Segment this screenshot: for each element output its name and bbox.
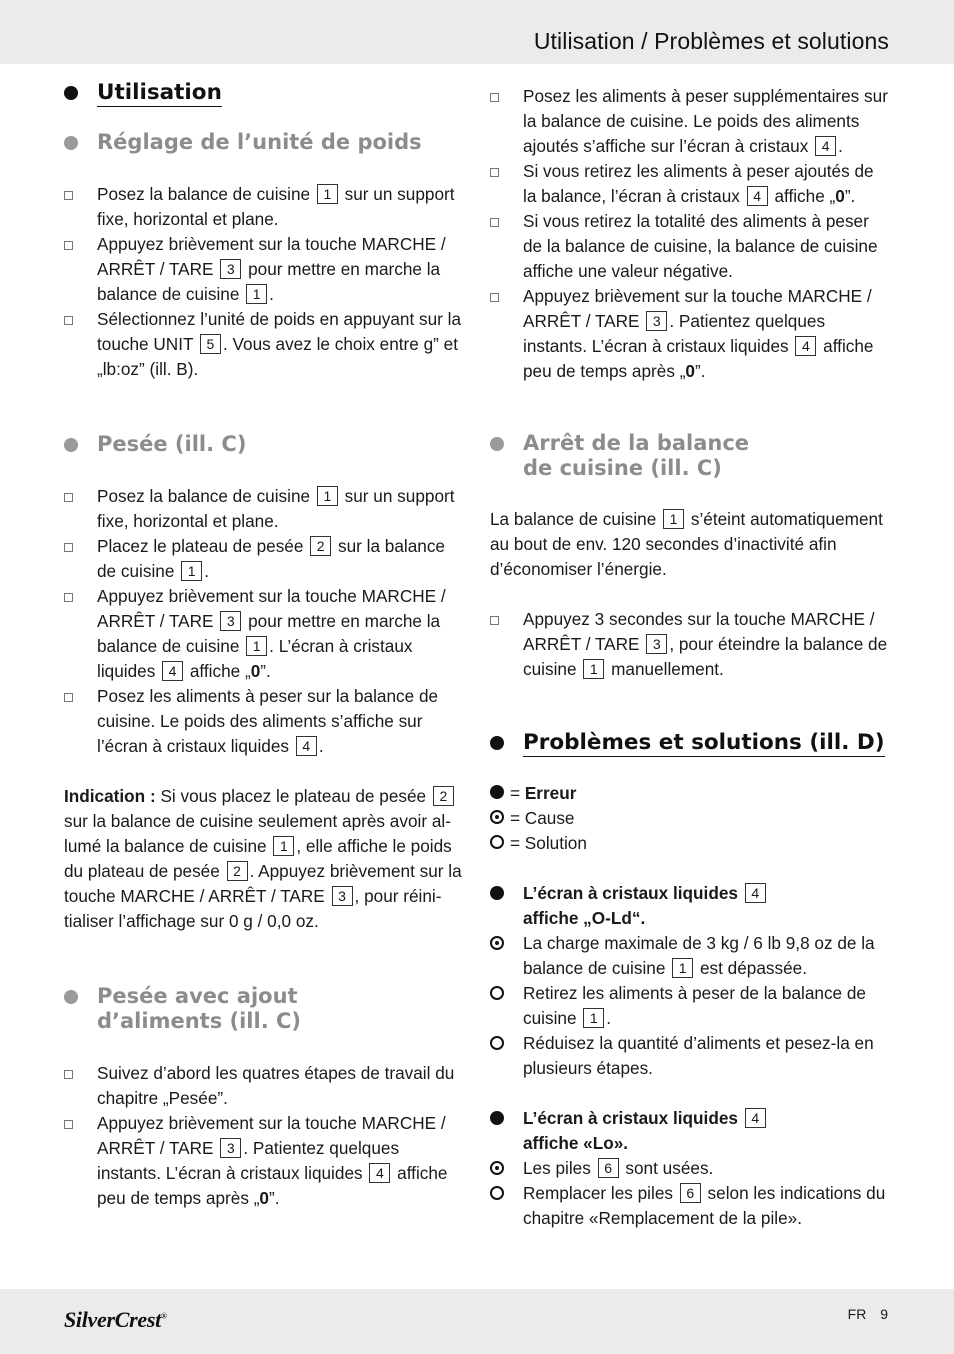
checkbox-square-icon [490,218,499,227]
list-item: Appuyez brièvement sur la touche MARCHE / ARRÊT / TARE 3 pour mettre en marche la balance de cuisine 1 . [64,232,464,307]
checkbox-square-icon [490,293,499,302]
add-steps [64,1061,464,1211]
checkbox-square-icon [490,93,499,102]
checkbox-square-icon [64,493,73,502]
list-item: Sélectionnez l’unité de poids en appuyant sur la touche UNIT 5 . Vous avez le choix entre g” et „lb:oz” (ill. B). [64,307,464,382]
auto-off-paragraph: La balance de cuisine 1 s’éteint automatiquement au bout de env. 120 secondes d’inactivité afin d’économiser l’énergie. [490,509,883,579]
error-dot-icon [490,886,504,900]
bullet-icon [64,990,78,1004]
page-number: 9 [880,1306,888,1322]
indication-note: Indication : Si vous placez le plateau de pesée 2 sur la balance de cuisine seulement après avoir al-lumé la balance de cuisine 1 , elle affiche le poids du plateau de pesée 2 . Appuyez brièvement sur la touche MARCHE / ARRÊT / TARE 3 , pour réini-tialiser l’affichage sur 0 g / 0,0 oz. [64,786,462,931]
solution-ring-icon [490,986,504,1000]
checkbox-square-icon [64,693,73,702]
language-code: FR [847,1306,867,1322]
list-item: Posez les aliments à peser sur la balance de cuisine. Le poids des aliments s’affiche sur l’écran à cristaux liquides 4 . [64,684,464,759]
list-item: Appuyez brièvement sur la touche MARCHE / ARRÊT / TARE 3 pour mettre en marche la balance de cuisine 1 . L’écran à cristaux liquides 4 affiche „0”. [64,584,464,684]
solution-item: Remplacer les piles 6 selon les indications du chapitre «Remplacement de la pile». [490,1181,890,1231]
header-title: Utilisation / Problèmes et solutions [533,28,889,54]
section-title-utilisation: Utilisation [64,80,464,105]
checkbox-square-icon [64,316,73,325]
left-column [64,78,464,1211]
list-item: Posez les aliments à peser supplémentaires sur la balance de cuisine. Le poids des aliments ajoutés s’affiche sur l’écran à cristaux 4 . [490,84,890,159]
checkbox-square-icon [64,191,73,200]
list-item: Posez la balance de cuisine 1 sur un support fixe, horizontal et plane. [64,484,464,534]
list-item: Appuyez brièvement sur la touche MARCHE / ARRÊT / TARE 3 . Patientez quelques instants. L’écran à cristaux liquides 4 affiche peu de temps après „0”. [64,1111,464,1211]
checkbox-square-icon [64,241,73,250]
weigh-steps [64,484,464,759]
list-item: Suivez d’abord les quatres étapes de travail du chapitre „Pesée”. [64,1061,464,1111]
right-column [490,84,890,1231]
list-item: Si vous retirez les aliments à peser ajoutés de la balance, l’écran à cristaux 4 affiche „0”. [490,159,890,209]
add-steps-continued [490,84,890,384]
checkbox-square-icon [64,1120,73,1129]
checkbox-square-icon [490,168,499,177]
bullet-icon [64,438,78,452]
solution-ring-icon [490,1036,504,1050]
off-steps [490,607,890,682]
error-item: L’écran à cristaux liquides 4 affiche „O-Ld“. [490,881,890,931]
legend-solution: = Solution [490,831,890,856]
section-title-off: Arrêt de la balance de cuisine (ill. C) [490,431,890,481]
list-item: Si vous retirez la totalité des aliments à peser de la balance de cuisine, la balance de cuisine affiche une valeur négative. [490,209,890,284]
bullet-icon [490,437,504,451]
section-title-weigh: Pesée (ill. C) [64,432,464,457]
problem-lo [490,1106,890,1231]
list-item: Placez le plateau de pesée 2 sur la balance de cuisine 1 . [64,534,464,584]
error-dot-icon [490,1111,504,1125]
error-dot-icon [490,785,504,799]
cause-item: Les piles 6 sont usées. [490,1156,890,1181]
list-item: Appuyez 3 secondes sur la touche MARCHE / ARRÊT / TARE 3 , pour éteindre la balance de cuisine 1 manuellement. [490,607,890,682]
cause-target-icon [490,1161,504,1175]
legend-cause: = Cause [490,806,890,831]
cause-target-icon [490,936,504,950]
bullet-icon [490,736,504,750]
bullet-icon [64,136,78,150]
solution-item: Retirez les aliments à peser de la balance de cuisine 1 . [490,981,890,1031]
checkbox-square-icon [64,543,73,552]
checkbox-square-icon [64,593,73,602]
cause-item: La charge maximale de 3 kg / 6 lb 9,8 oz de la balance de cuisine 1 est dépassée. [490,931,890,981]
list-item: Appuyez brièvement sur la touche MARCHE / ARRÊT / TARE 3 . Patientez quelques instants. L’écran à cristaux liquides 4 affiche peu de temps après „0”. [490,284,890,384]
section-title-add: Pesée avec ajout d’aliments (ill. C) [64,984,464,1034]
checkbox-square-icon [490,616,499,625]
brand-logo: SilverCrest® [64,1307,167,1332]
checkbox-square-icon [64,1070,73,1079]
legend-error: = Erreur [490,781,890,806]
solution-item: Réduisez la quantité d’aliments et pesez-la en plusieurs étapes. [490,1031,890,1081]
page-header [0,0,954,64]
footer-meta [838,1306,888,1322]
legend [490,781,890,856]
unit-steps [64,182,464,382]
error-item: L’écran à cristaux liquides 4 affiche «Lo». [490,1106,890,1156]
section-title-unit: Réglage de l’unité de poids [64,130,464,155]
section-title-problems: Problèmes et solutions (ill. D) [490,730,890,755]
bullet-icon [64,86,78,100]
solution-ring-icon [490,1186,504,1200]
cause-target-icon [490,810,504,824]
list-item: Posez la balance de cuisine 1 sur un support fixe, horizontal et plane. [64,182,464,232]
problem-olld [490,881,890,1081]
solution-ring-icon [490,835,504,849]
